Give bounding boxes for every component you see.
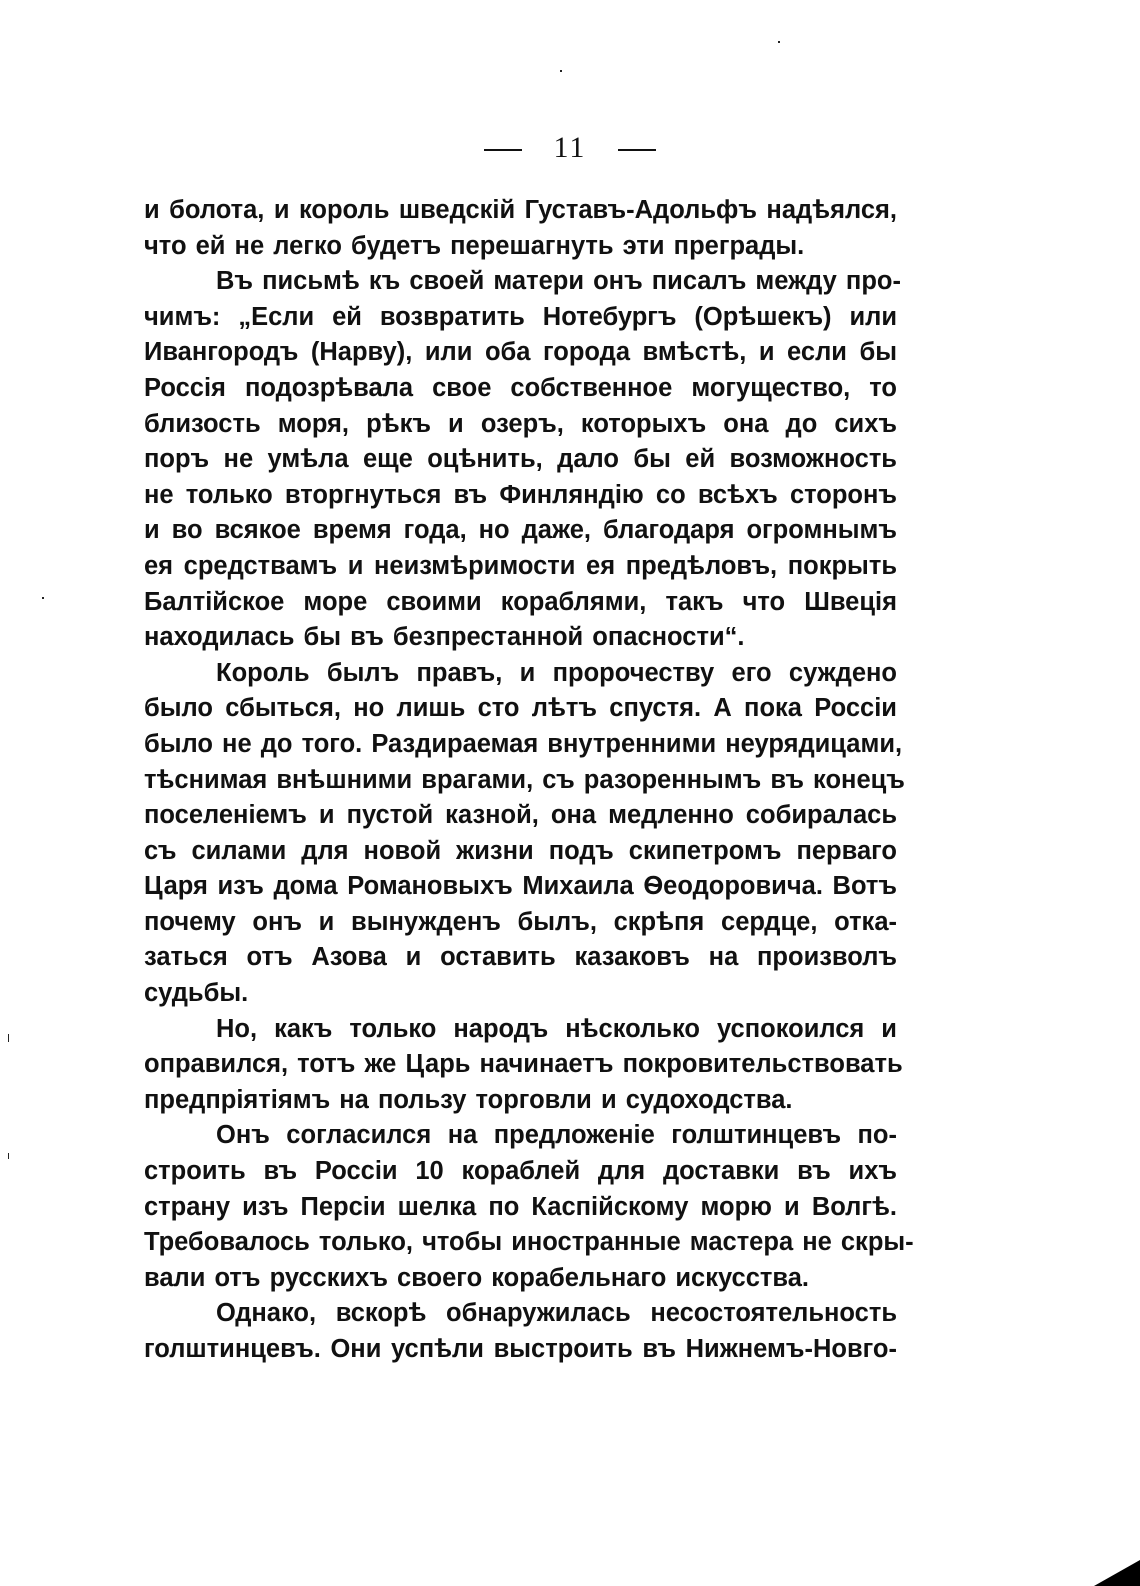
text-line: и во всякое время года, но даже, благодаря огромнымъ — [144, 516, 897, 545]
text-line: что ей не легко будетъ перешагнуть эти преграды. — [144, 231, 805, 260]
right-dash — [618, 149, 656, 151]
text-line: чимъ: „Если ей возвратить Нотебургъ (Орѣшекъ) или — [144, 302, 897, 331]
scan-speck — [560, 70, 562, 72]
text-line: было не до того. Раздираемая внутренними неурядицами, — [144, 729, 903, 758]
text-line: поръ не умѣла еще оцѣнить, дало бы ей возможность — [144, 445, 897, 474]
text-line: Ивангородъ (Нарву), или оба города вмѣстѣ, и если бы — [144, 338, 897, 367]
text-line: заться отъ Азова и оставить казаковъ на произволъ — [144, 943, 897, 972]
page-corner-shadow — [1094, 1560, 1140, 1586]
scan-speck — [8, 1034, 9, 1042]
text-line: Въ письмѣ къ своей матери онъ писалъ между про- — [216, 267, 901, 296]
text-line: оправился, тотъ же Царь начинаетъ покровительствовать — [144, 1050, 903, 1079]
paragraph — [144, 1296, 897, 1367]
page-number: 11 — [553, 131, 587, 164]
paragraph — [144, 193, 897, 264]
text-line: не только вторгнуться въ Финляндію со всѣхъ сторонъ — [144, 480, 897, 509]
text-line: находилась бы въ безпрестанной опасности“. — [144, 623, 745, 652]
text-line: тѣснимая внѣшними врагами, съ разореннымъ въ конецъ — [144, 765, 905, 794]
body-text — [144, 193, 914, 1368]
text-line: Король былъ правъ, и пророчеству его суждено — [216, 658, 897, 687]
text-line: поселеніемъ и пустой казной, она медленно собиралась — [144, 801, 897, 830]
text-line: строить въ Россіи 10 кораблей для доставки въ ихъ — [144, 1157, 897, 1186]
paragraph — [144, 656, 905, 1012]
text-line: близость моря, рѣкъ и озеръ, которыхъ она до сихъ — [144, 409, 897, 438]
text-line: голштинцевъ. Они успѣли выстроить въ Нижнемъ-Новго- — [144, 1335, 897, 1363]
page-header — [0, 128, 1140, 168]
paragraph — [144, 1012, 903, 1119]
text-line: Требовалось только, чтобы иностранные мастера не скры- — [144, 1228, 914, 1257]
text-line: страну изъ Персіи шелка по Каспійскому морю и Волгѣ. — [144, 1192, 897, 1221]
text-line: съ силами для новой жизни подъ скипетромъ перваго — [144, 836, 897, 865]
paragraph — [144, 264, 901, 656]
text-line: Однако, вскорѣ обнаружилась несостоятельность — [216, 1299, 897, 1328]
text-line: почему онъ и вынужденъ былъ, скрѣпя сердце, отка- — [144, 907, 897, 936]
paragraph — [144, 1118, 914, 1296]
text-line: Но, какъ только народъ нѣсколько успокоился и — [216, 1014, 897, 1043]
text-line: вали отъ русскихъ своего корабельнаго искусства. — [144, 1263, 809, 1292]
text-line: Балтійское море своими кораблями, такъ что Швеція — [144, 587, 897, 616]
scan-speck — [8, 1153, 9, 1159]
scan-speck — [42, 597, 44, 599]
text-line: судьбы. — [144, 979, 249, 1008]
text-line: ея средствамъ и неизмѣримости ея предѣловъ, покрыть — [144, 551, 897, 580]
text-line: Онъ согласился на предложеніе голштинцевъ по- — [216, 1121, 897, 1150]
text-line: было сбыться, но лишь сто лѣтъ спустя. А пока Россіи — [144, 694, 897, 723]
left-dash — [484, 149, 522, 151]
scan-speck — [778, 41, 780, 43]
text-line: и болота, и король шведскій Густавъ-Адольфъ надѣялся, — [144, 196, 897, 224]
text-line: Царя изъ дома Романовыхъ Михаила Ѳеодоровича. Вотъ — [144, 872, 897, 901]
text-line: предпріятіямъ на пользу торговли и судоходства. — [144, 1085, 793, 1114]
text-line: Россія подозрѣвала свое собственное могущество, то — [144, 373, 897, 402]
